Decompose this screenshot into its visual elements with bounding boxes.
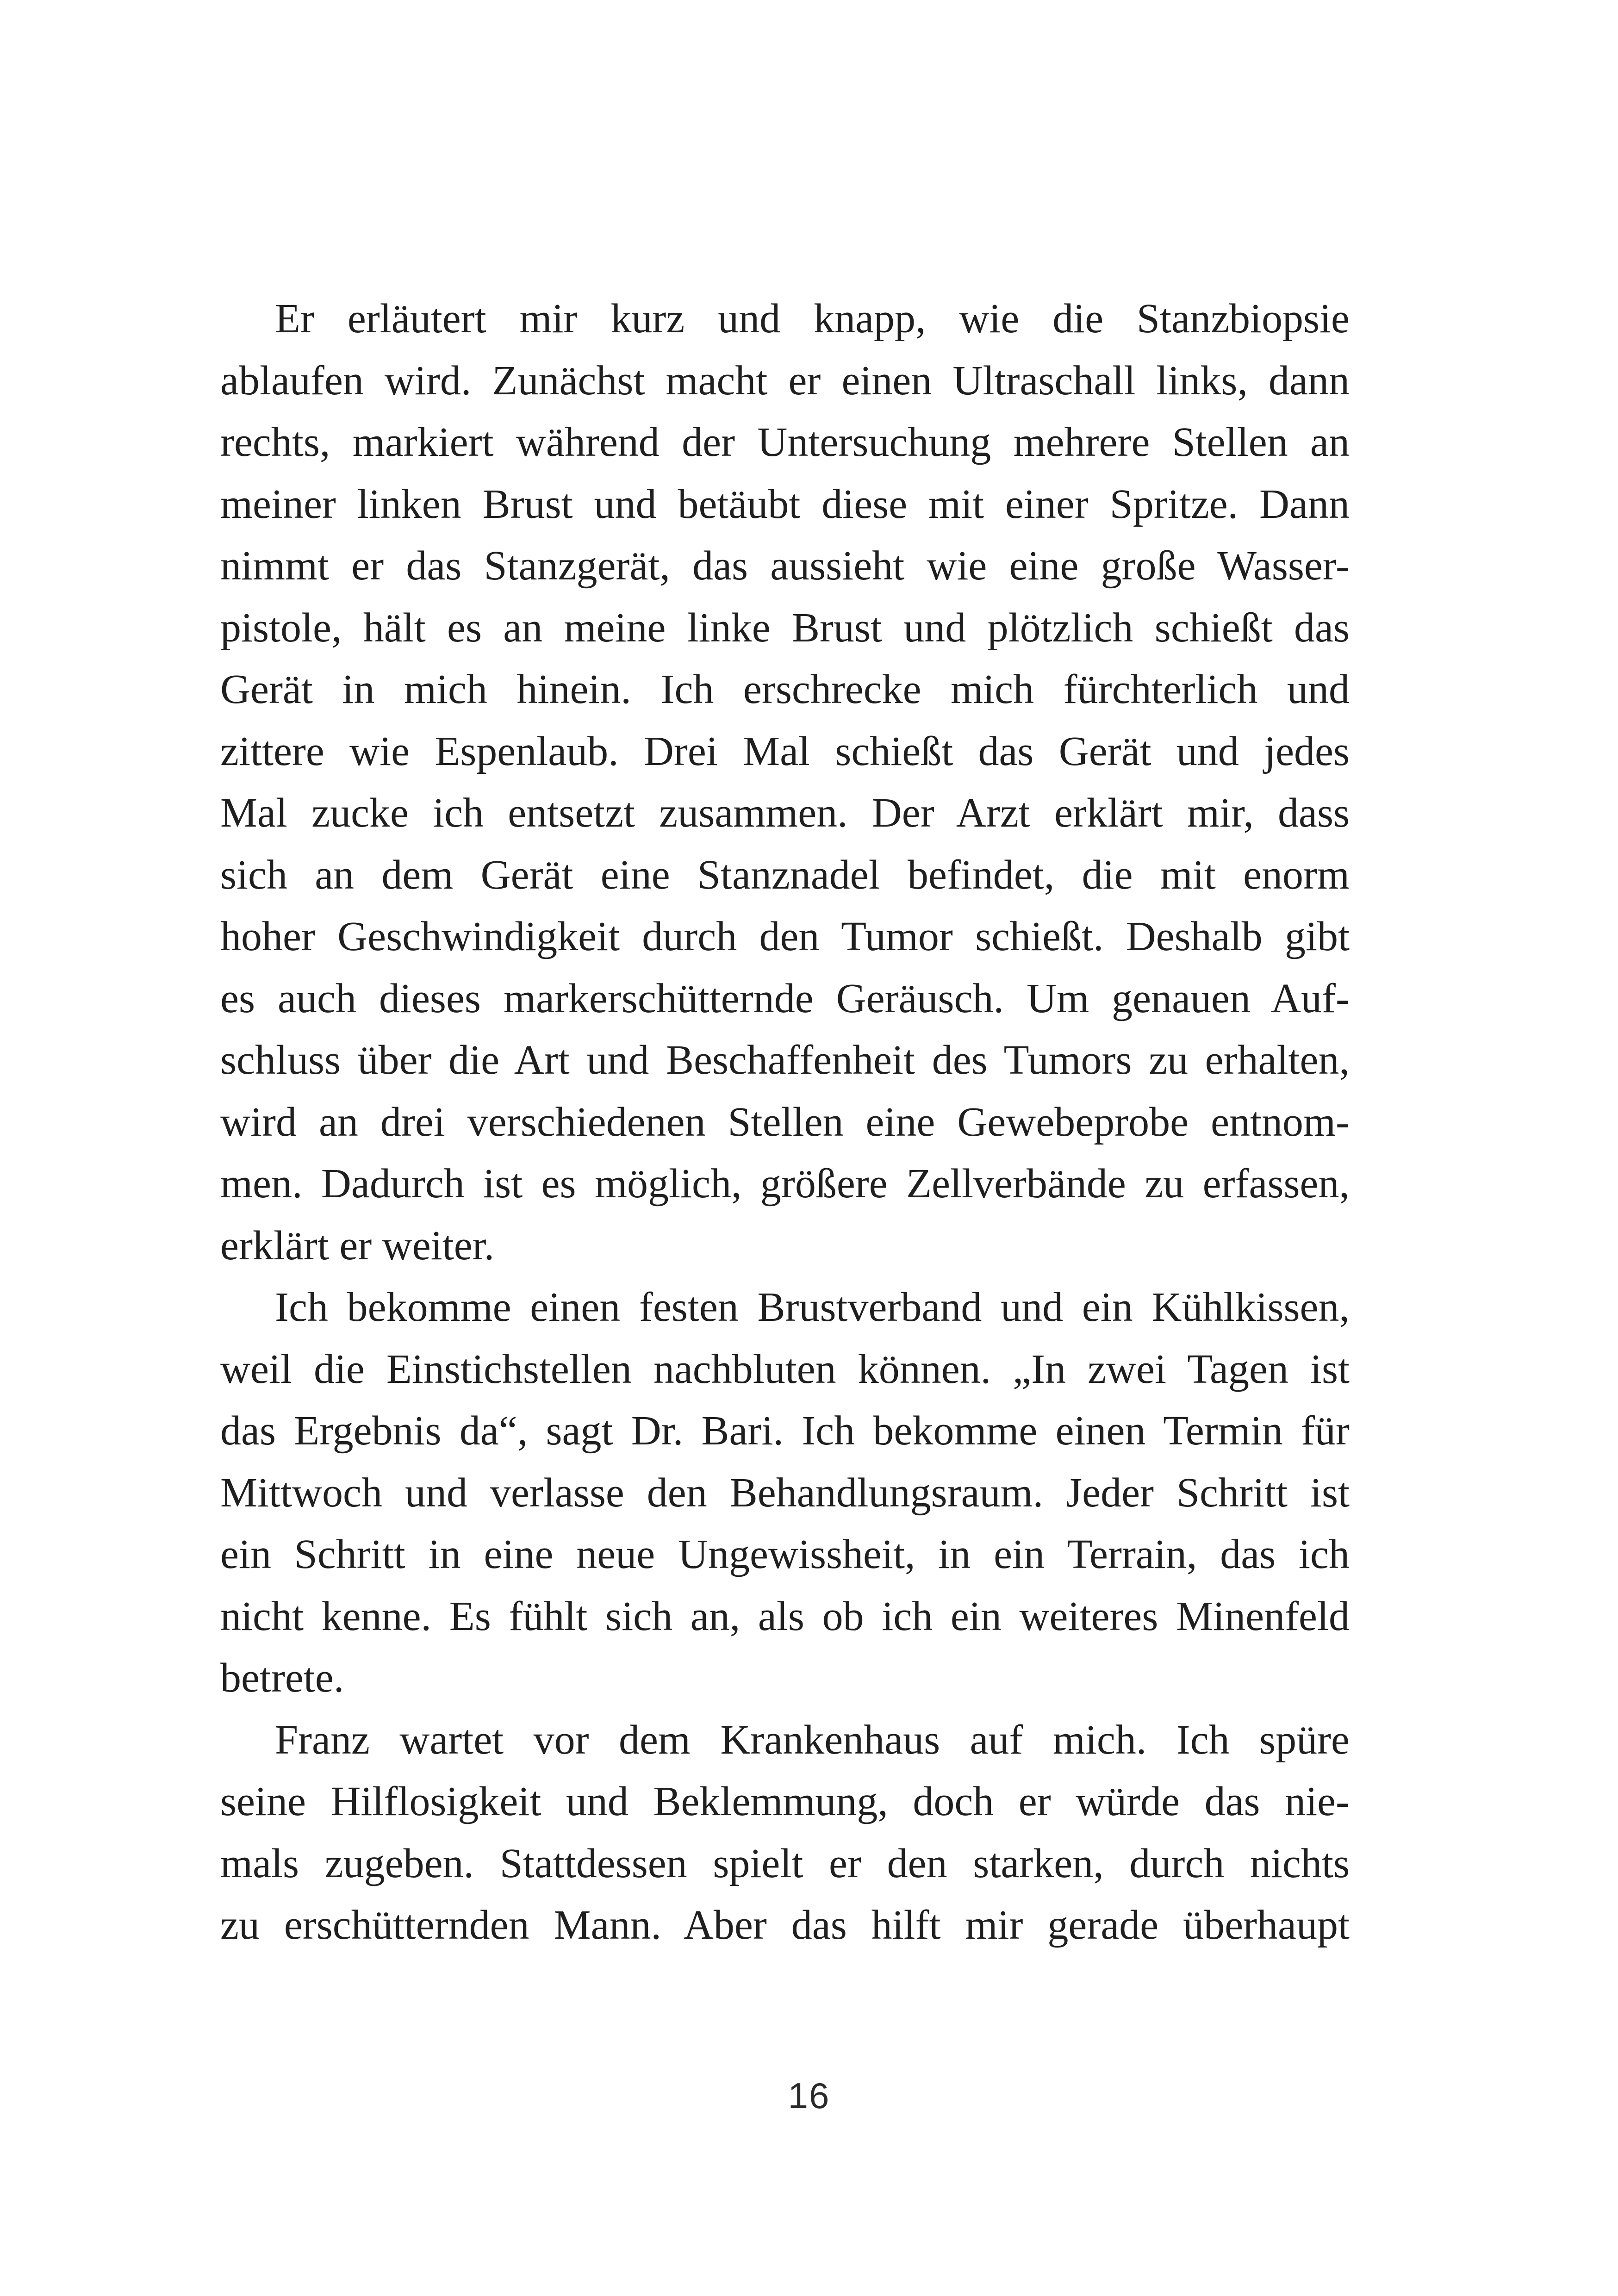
- text-line: Mal zucke ich entsetzt zusammen. Der Arzt erklärt mir, dass: [220, 790, 1350, 836]
- text-line: seine Hilflosigkeit und Beklemmung, doch er würde das nie-: [220, 1779, 1350, 1824]
- text-line: pistole, hält es an meine linke Brust und plötzlich schießt das: [220, 604, 1350, 651]
- text-line: Er erläutert mir kurz und knapp, wie die Stanzbiopsie: [275, 296, 1350, 342]
- body-text: [220, 288, 1350, 1956]
- text-line: weil die Einstichstellen nachbluten können. „In zwei Tagen ist: [220, 1346, 1350, 1392]
- paragraph-3: [220, 1709, 1350, 1956]
- text-line: sich an dem Gerät eine Stanznadel befindet, die mit enorm: [220, 852, 1350, 898]
- text-line: Ich bekomme einen festen Brustverband und ein Kühlkissen,: [275, 1284, 1350, 1330]
- paragraph-1: [220, 288, 1350, 1276]
- text-line: erklärt er weiter.: [220, 1222, 495, 1269]
- page-number: 16: [788, 2075, 830, 2116]
- text-line: meiner linken Brust und betäubt diese mit einer Spritze. Dann: [220, 481, 1350, 527]
- text-line: Franz wartet vor dem Krankenhaus auf mich. Ich spüre: [275, 1717, 1350, 1763]
- text-line: das Ergebnis da“, sagt Dr. Bari. Ich bekomme einen Termin für: [220, 1408, 1350, 1454]
- text-line: ablaufen wird. Zunächst macht er einen Ultraschall links, dann: [220, 357, 1350, 404]
- paragraph-2: [220, 1276, 1350, 1709]
- text-line: hoher Geschwindigkeit durch den Tumor schießt. Deshalb gibt: [220, 914, 1350, 959]
- text-line: nicht kenne. Es fühlt sich an, als ob ich ein weiteres Minenfeld: [220, 1593, 1350, 1639]
- text-line: schluss über die Art und Beschaffenheit des Tumors zu erhalten,: [220, 1037, 1350, 1083]
- text-line: Mittwoch und verlasse den Behandlungsraum. Jeder Schritt ist: [220, 1469, 1350, 1516]
- text-line: ein Schritt in eine neue Ungewissheit, in ein Terrain, das ich: [220, 1531, 1350, 1577]
- text-line: mals zugeben. Stattdessen spielt er den starken, durch nichts: [220, 1840, 1350, 1886]
- text-line: wird an drei verschiedenen Stellen eine Gewebeprobe entnom-: [220, 1099, 1350, 1145]
- text-line: nimmt er das Stanzgerät, das aussieht wie eine große Wasser-: [220, 543, 1350, 589]
- text-line: Gerät in mich hinein. Ich erschrecke mich fürchterlich und: [220, 666, 1350, 712]
- text-line: zu erschütternden Mann. Aber das hilft mir gerade überhaupt: [220, 1902, 1350, 1948]
- text-line: men. Dadurch ist es möglich, größere Zellverbände zu erfassen,: [220, 1161, 1350, 1207]
- text-line: betrete.: [220, 1655, 344, 1701]
- text-line: rechts, markiert während der Untersuchung mehrere Stellen an: [220, 419, 1350, 465]
- text-line: zittere wie Espenlaub. Drei Mal schießt das Gerät und jedes: [220, 728, 1350, 774]
- text-line: es auch dieses markerschütternde Geräusch. Um genauen Auf-: [220, 975, 1350, 1021]
